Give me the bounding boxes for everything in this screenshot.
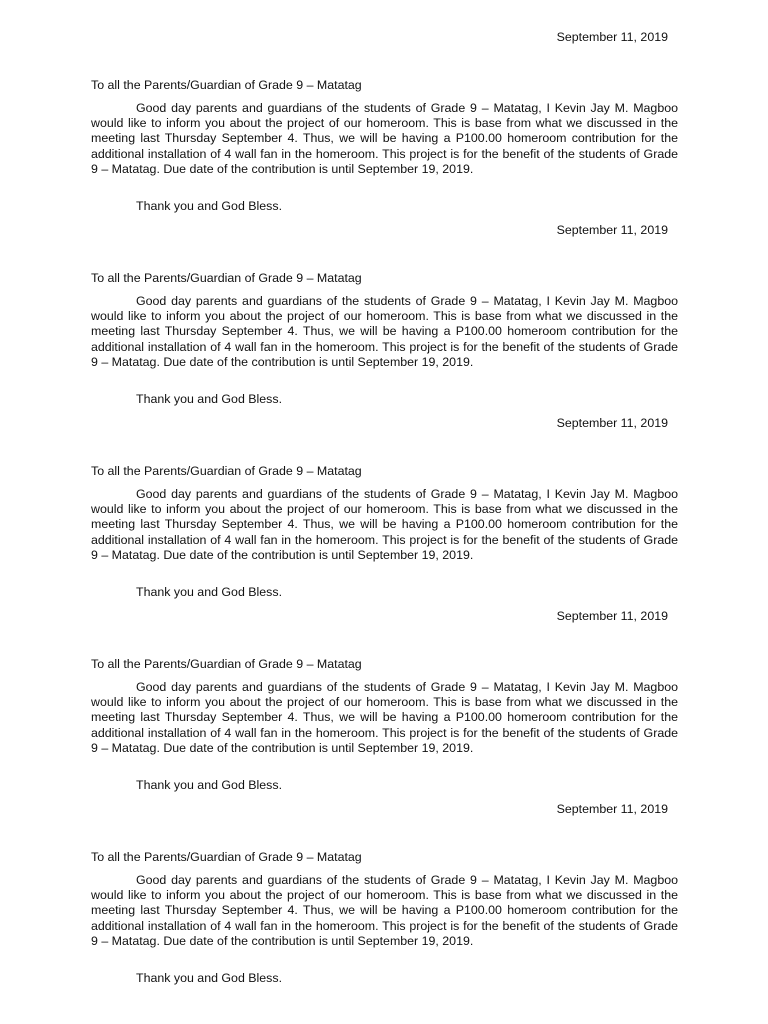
letter-salutation: To all the Parents/Guardian of Grade 9 – Matatag — [91, 271, 362, 285]
letter-notice — [91, 416, 678, 614]
letter-salutation: To all the Parents/Guardian of Grade 9 – Matatag — [91, 657, 362, 671]
letter-salutation: To all the Parents/Guardian of Grade 9 – Matatag — [91, 464, 362, 478]
letter-body: Good day parents and guardians of the students of Grade 9 – Matatag, I Kevin Jay M. Magboo would like to inform you about the project of our homeroom. This is base from what we discussed in the meeting last Thursday September 4. Thus, we will be having a P100.00 homeroom contribution for the additional installation of 4 wall fan in the homeroom. This project is for the benefit of the students of Grade 9 – Matatag. Due date of the contribution is until September 19, 2019. — [91, 873, 678, 948]
letter-body: Good day parents and guardians of the students of Grade 9 – Matatag, I Kevin Jay M. Magboo would like to inform you about the project of our homeroom. This is base from what we discussed in the meeting last Thursday September 4. Thus, we will be having a P100.00 homeroom contribution for the additional installation of 4 wall fan in the homeroom. This project is for the benefit of the students of Grade 9 – Matatag. Due date of the contribution is until September 19, 2019. — [91, 294, 678, 369]
letter-closing: Thank you and God Bless. — [136, 585, 283, 599]
letter-notice — [91, 609, 678, 807]
letter-date: September 11, 2019 — [556, 30, 668, 44]
letter-notice — [91, 802, 678, 1000]
letter-closing: Thank you and God Bless. — [136, 392, 283, 406]
letter-notice — [91, 223, 678, 421]
letter-notice — [91, 30, 678, 228]
letter-closing: Thank you and God Bless. — [136, 971, 283, 985]
letter-closing: Thank you and God Bless. — [136, 778, 283, 792]
letter-date: September 11, 2019 — [556, 416, 668, 430]
letter-body: Good day parents and guardians of the students of Grade 9 – Matatag, I Kevin Jay M. Magboo would like to inform you about the project of our homeroom. This is base from what we discussed in the meeting last Thursday September 4. Thus, we will be having a P100.00 homeroom contribution for the additional installation of 4 wall fan in the homeroom. This project is for the benefit of the students of Grade 9 – Matatag. Due date of the contribution is until September 19, 2019. — [91, 487, 678, 562]
letter-date: September 11, 2019 — [556, 223, 668, 237]
letter-closing: Thank you and God Bless. — [136, 199, 283, 213]
letter-body: Good day parents and guardians of the students of Grade 9 – Matatag, I Kevin Jay M. Magboo would like to inform you about the project of our homeroom. This is base from what we discussed in the meeting last Thursday September 4. Thus, we will be having a P100.00 homeroom contribution for the additional installation of 4 wall fan in the homeroom. This project is for the benefit of the students of Grade 9 – Matatag. Due date of the contribution is until September 19, 2019. — [91, 680, 678, 755]
letter-salutation: To all the Parents/Guardian of Grade 9 – Matatag — [91, 78, 362, 92]
letter-salutation: To all the Parents/Guardian of Grade 9 – Matatag — [91, 850, 362, 864]
letter-date: September 11, 2019 — [556, 609, 668, 623]
letter-date: September 11, 2019 — [556, 802, 668, 816]
letter-body: Good day parents and guardians of the students of Grade 9 – Matatag, I Kevin Jay M. Magboo would like to inform you about the project of our homeroom. This is base from what we discussed in the meeting last Thursday September 4. Thus, we will be having a P100.00 homeroom contribution for the additional installation of 4 wall fan in the homeroom. This project is for the benefit of the students of Grade 9 – Matatag. Due date of the contribution is until September 19, 2019. — [91, 101, 678, 176]
